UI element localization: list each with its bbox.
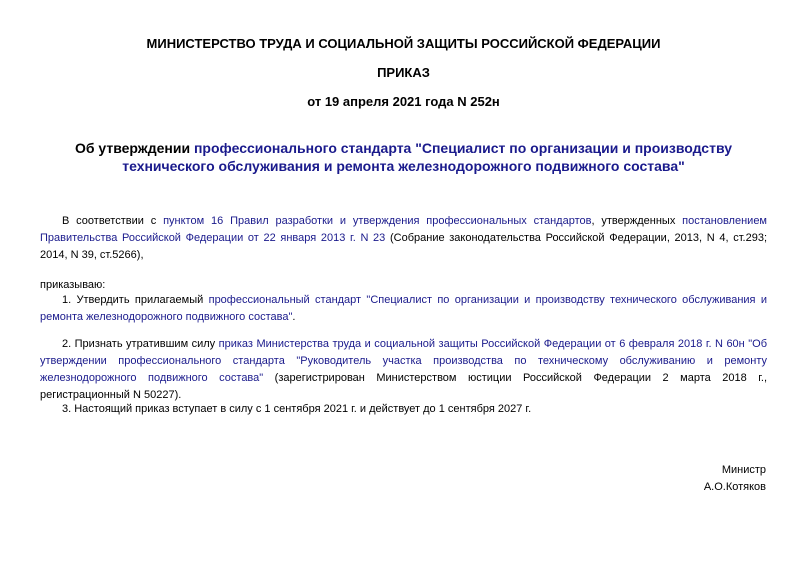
professional-standard-link[interactable]: профессиональный стандарт "Специалист по организации и производству технического обслуживания и ремонта железнодорожного подвижного состава" <box>40 294 767 323</box>
title-prefix: Об утверждении <box>74 140 194 156</box>
paragraph-item-3: 3. Настоящий приказ вступает в силу с 1 сентября 2021 г. и действует до 1 сентября 2027 г. <box>62 403 532 415</box>
document-type: ПРИКАЗ <box>377 65 430 80</box>
item-1-end: . <box>292 311 296 323</box>
title-standard-link[interactable]: профессионального стандарта "Специалист по организации и производству технического обслуживания и ремонта железнодорожного подвижного состава" <box>122 140 732 174</box>
paragraph-item-1 <box>40 292 767 326</box>
item-1-text: 1. Утвердить прилагаемый <box>62 294 209 306</box>
signature-position: Министр <box>721 464 766 476</box>
government-decree-link[interactable]: постановлением Правительства Российской Федерации от 22 января 2013 г. N 23 <box>40 215 767 244</box>
preamble-text-1: В соответствии с <box>62 215 164 227</box>
paragraph-order-word: приказываю: <box>40 279 106 291</box>
repealed-order-link[interactable]: приказ Министерства труда и социальной защиты Российской Федерации от 6 февраля 2018 г. N 60н "Об утверждении профессионального стандарта "Руководитель участка производства по техническому обслуживанию и ремонту железнодорожного подвижного состава" <box>40 338 767 384</box>
document-date-number: от 19 апреля 2021 года N 252н <box>307 94 500 109</box>
signature-name: А.О.Котяков <box>703 481 766 493</box>
rules-clause-link[interactable]: пунктом 16 Правил разработки и утверждения профессиональных стандартов <box>163 215 592 227</box>
paragraph-item-2 <box>40 336 767 404</box>
paragraph-preamble <box>40 213 767 264</box>
ministry-heading: МИНИСТЕРСТВО ТРУДА И СОЦИАЛЬНОЙ ЗАЩИТЫ РОССИЙСКОЙ ФЕДЕРАЦИИ <box>146 36 661 51</box>
item-2-text: 2. Признать утратившим силу <box>62 338 219 350</box>
preamble-text-3: (Собрание законодательства Российской Федерации, 2013, N 4, ст.293; 2014, N 39, ст.5266), <box>40 232 768 261</box>
preamble-text-2: , утвержденных <box>591 215 683 227</box>
item-2-end: (зарегистрирован Министерством юстиции Российской Федерации 2 марта 2018 г., регистрационный N 50227). <box>40 372 767 401</box>
document-title <box>40 139 767 175</box>
